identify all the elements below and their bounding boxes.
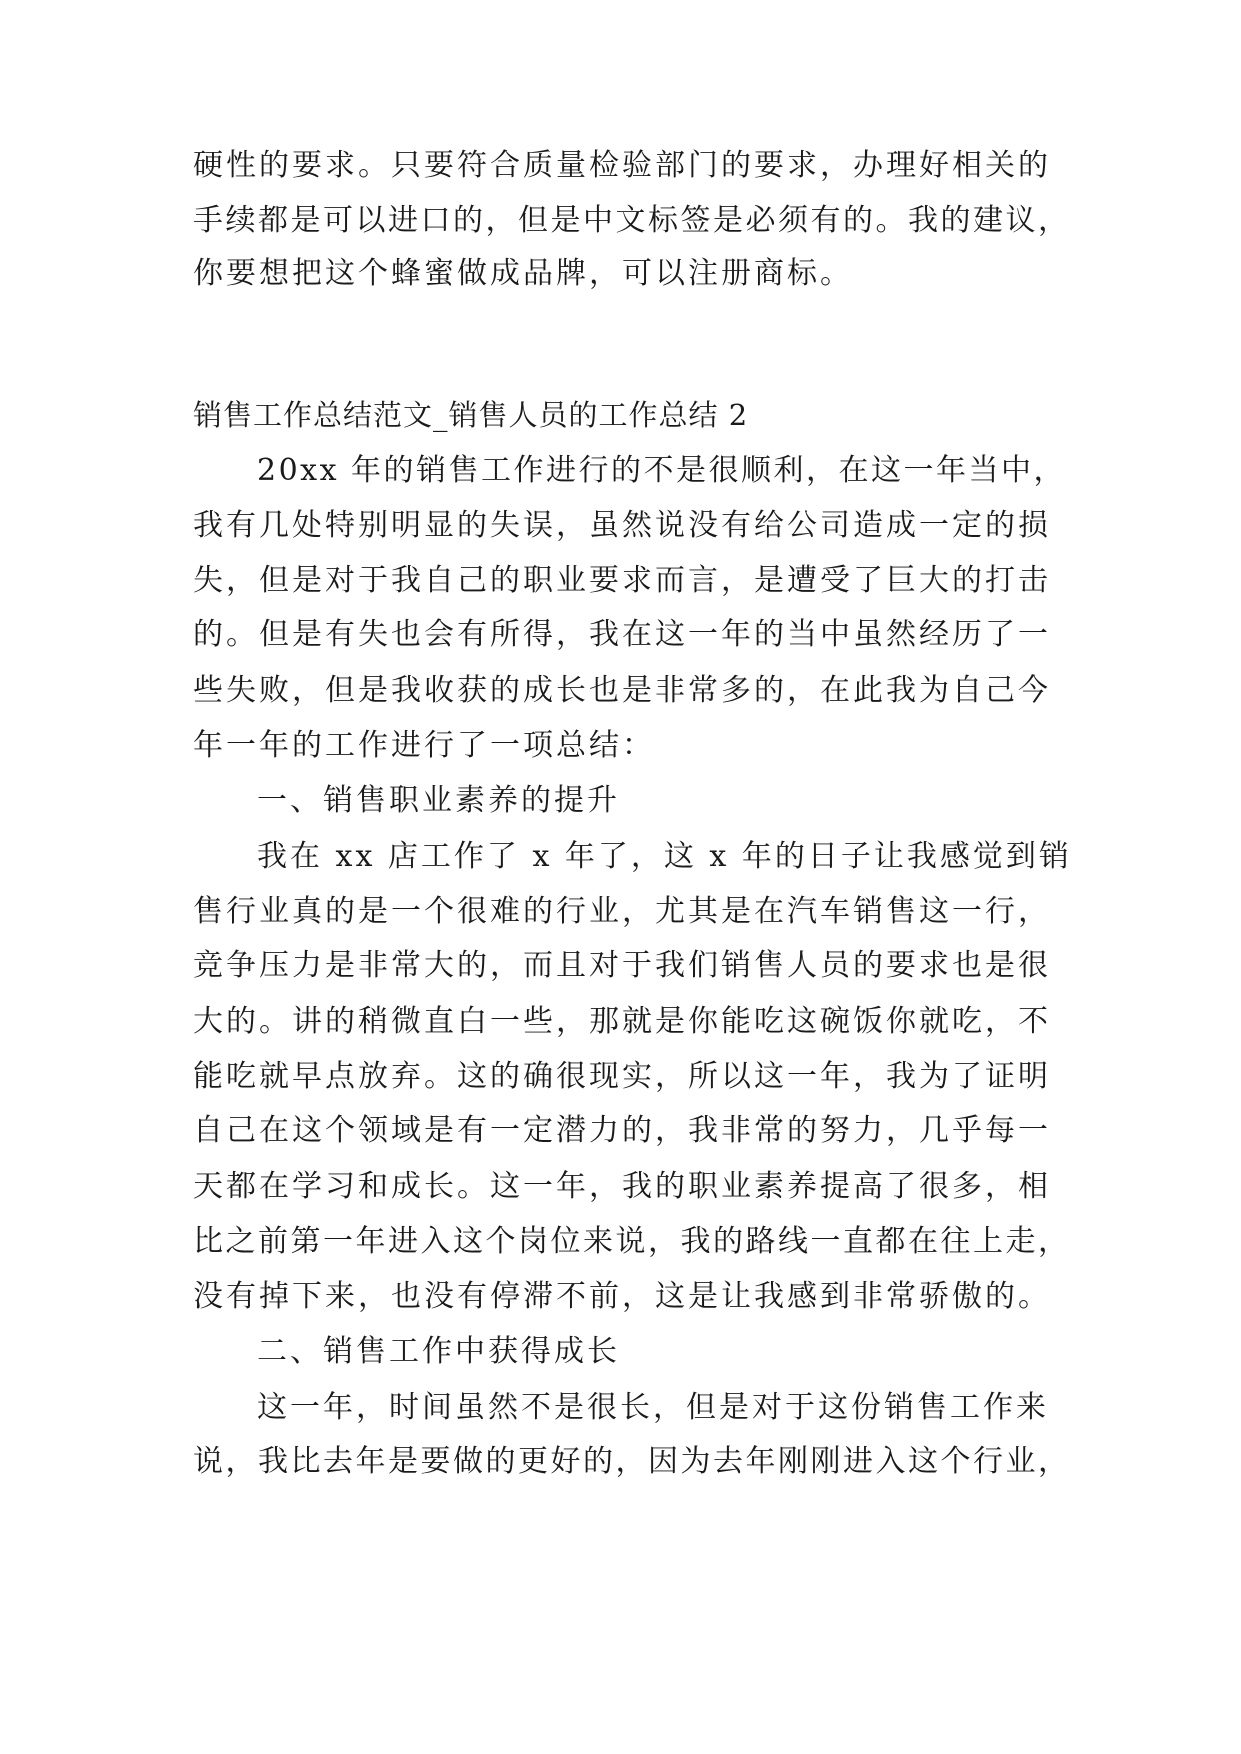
subheading-2: 二、销售工作中获得成长 — [257, 1334, 620, 1369]
paragraph1-line-4: 的。但是有失也会有所得，我在这一年的当中虽然经历了一 — [193, 617, 1051, 652]
subheading-1: 一、销售职业素养的提升 — [257, 783, 620, 818]
paragraph2-line-3: 竞争压力是非常大的，而且对于我们销售人员的要求也是很 — [193, 948, 1051, 983]
intro-line-3: 你要想把这个蜂蜜做成品牌，可以注册商标。 — [193, 256, 853, 291]
intro-line-1: 硬性的要求。只要符合质量检验部门的要求，办理好相关的 — [193, 148, 1051, 183]
paragraph1-line-3: 失，但是对于我自己的职业要求而言，是遭受了巨大的打击 — [193, 563, 1051, 598]
paragraph1-line-6: 年一年的工作进行了一项总结： — [193, 728, 655, 763]
paragraph2-line-6: 自己在这个领域是有一定潜力的，我非常的努力，几乎每一 — [193, 1113, 1051, 1148]
paragraph1-line-1: 20xx 年的销售工作进行的不是很顺利，在这一年当中， — [257, 453, 1067, 488]
paragraph3-line-2: 说，我比去年是要做的更好的，因为去年刚刚进入这个行业， — [193, 1444, 1071, 1479]
paragraph2-line-7: 天都在学习和成长。这一年，我的职业素养提高了很多，相 — [193, 1169, 1051, 1204]
paragraph2-line-2: 售行业真的是一个很难的行业，尤其是在汽车销售这一行， — [193, 894, 1051, 929]
paragraph2-line-9: 没有掉下来，也没有停滞不前，这是让我感到非常骄傲的。 — [193, 1279, 1051, 1314]
paragraph2-line-5: 能吃就早点放弃。这的确很现实，所以这一年，我为了证明 — [193, 1059, 1051, 1094]
section-title: 销售工作总结范文_销售人员的工作总结 2 — [193, 398, 749, 432]
paragraph2-line-1: 我在 xx 店工作了 x 年了，这 x 年的日子让我感觉到销 — [257, 839, 1072, 874]
paragraph1-line-5: 些失败，但是我收获的成长也是非常多的，在此我为自己今 — [193, 673, 1051, 708]
paragraph1-line-2: 我有几处特别明显的失误，虽然说没有给公司造成一定的损 — [193, 508, 1051, 543]
paragraph2-line-8: 比之前第一年进入这个岗位来说，我的路线一直都在往上走， — [193, 1224, 1071, 1259]
paragraph2-line-4: 大的。讲的稍微直白一些，那就是你能吃这碗饭你就吃，不 — [193, 1004, 1051, 1039]
intro-line-2: 手续都是可以进口的，但是中文标签是必须有的。我的建议， — [193, 203, 1071, 238]
paragraph3-line-1: 这一年，时间虽然不是很长，但是对于这份销售工作来 — [257, 1390, 1049, 1425]
